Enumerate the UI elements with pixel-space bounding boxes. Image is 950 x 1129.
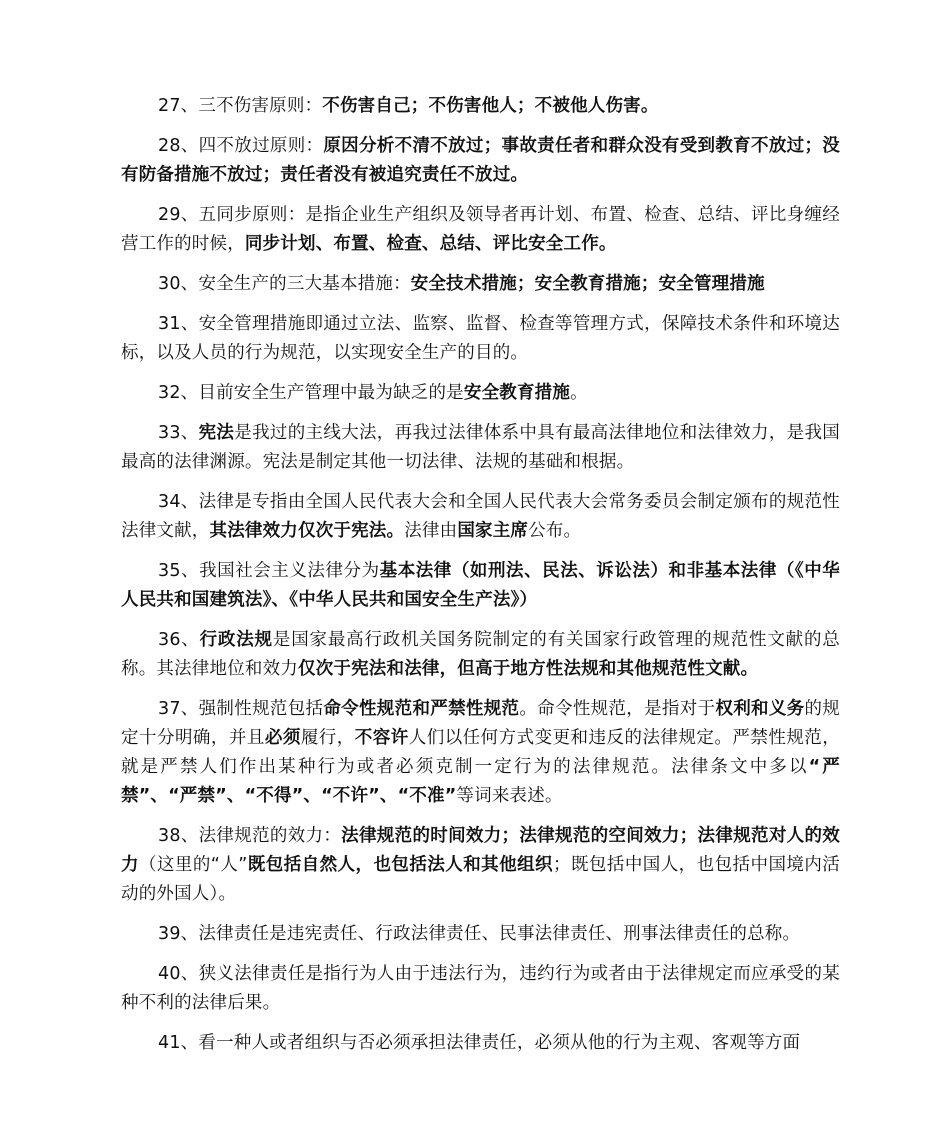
text-segment: 32、目前安全生产管理中最为缺乏的是	[158, 383, 464, 403]
text-segment: 的规定十分明确，并且	[121, 699, 841, 748]
bold-text-segment: 命令性规范和严禁性规范	[323, 699, 520, 719]
bold-text-segment: 既包括自然人，也包括法人和其他组织	[247, 855, 553, 875]
bold-text-segment: 法律规范的时间效力；法律规范的空间效力；法律规范对人的效力	[121, 826, 840, 875]
paragraph-30	[121, 270, 840, 299]
text-segment: 31、安全管理措施即通过立法、监察、监督、检查等管理方式，保障技术条件和环境达标，以及人员的行为规范，以实现安全生产的目的。	[121, 314, 840, 363]
paragraph-33	[121, 419, 840, 477]
bold-text-segment: “严禁”、“严禁”、“不得”、“不许”、“不准”	[121, 757, 841, 806]
paragraph-38	[121, 822, 840, 909]
text-segment: 是国家最高行政机关国务院制定的有关国家行政管理的规范性文献的总称。其法律地位和效力	[121, 630, 840, 679]
text-segment: 34、法律是专指由全国人民代表大会和全国人民代表大会常务委员会制定颁布的规范性法律文献，	[121, 492, 840, 541]
paragraph-32	[121, 379, 840, 408]
bold-text-segment: 宪法	[198, 423, 235, 443]
text-segment: 法律由	[404, 521, 458, 541]
text-segment: 33、	[158, 423, 199, 443]
paragraph-29	[121, 201, 840, 259]
paragraph-27	[121, 92, 840, 121]
text-segment: 。	[570, 383, 588, 403]
text-segment: 36、	[158, 630, 200, 650]
paragraph-37	[121, 695, 840, 811]
paragraph-40	[121, 960, 840, 1018]
text-segment: 28、四不放过原则：	[158, 136, 324, 156]
text-segment: 41、看一种人或者组织与否必须承担法律责任，必须从他的行为主观、客观等方面	[158, 1033, 801, 1053]
text-segment: 等词来表述。	[456, 786, 563, 806]
text-segment: 29、五同步原则：是指企业生产组织及领导者再计划、布置、检查、总结、评比身缠经营工作的时候，	[121, 205, 840, 254]
paragraph-34	[121, 488, 840, 546]
text-segment: 履行，	[300, 728, 355, 748]
text-segment: 38、法律规范的效力：	[158, 826, 342, 846]
bold-text-segment: 同步计划、布置、检查、总结、评比安全工作。	[244, 234, 617, 254]
text-segment: 30、安全生产的三大基本措施：	[158, 274, 411, 294]
paragraph-39	[121, 920, 840, 949]
text-segment: 35、我国社会主义法律分为	[158, 561, 380, 581]
text-segment: 公布。	[528, 521, 582, 541]
text-segment: （这里的“人”	[138, 855, 248, 875]
bold-text-segment: 不容许	[354, 728, 409, 748]
paragraph-36	[121, 626, 840, 684]
paragraph-28	[121, 132, 840, 190]
bold-text-segment: 其法律效力仅次于宪法。	[209, 521, 405, 541]
text-segment: 39、法律责任是违宪责任、行政法律责任、民事法律责任、刑事法律责任的总称。	[158, 924, 801, 944]
bold-text-segment: 基本法律（如刑法、民法、诉讼法）和非基本法律（《中华人民共和国建筑法》、《中华人民共和国安全生产法》）	[121, 561, 840, 610]
paragraph-41	[121, 1029, 840, 1058]
text-segment: 人们以任何方式变更和违反的法律规定。严禁性规范，就是严禁人们作出某种行为或者必须克制一定行为的法律规范。法律条文中多以	[121, 728, 840, 777]
bold-text-segment: 行政法规	[199, 630, 273, 650]
text-segment: ；既包括中国人，也包括中国境内活动的外国人）。	[121, 855, 841, 904]
text-segment: 37、强制性规范包括	[158, 699, 324, 719]
bold-text-segment: 仅次于宪法和法律，但高于地方性法规和其他规范性文献。	[298, 659, 759, 679]
text-segment: 40、狭义法律责任是指行为人由于违法行为，违约行为或者由于法律规定而应承受的某种不利的法律后果。	[121, 964, 840, 1013]
bold-text-segment: 原因分析不清不放过；事故责任者和群众没有受到教育不放过；没有防备措施不放过；责任者没有被追究责任不放过。	[121, 136, 840, 185]
paragraph-35	[121, 557, 840, 615]
bold-text-segment: 安全技术措施；安全教育措施；安全管理措施	[410, 274, 765, 294]
paragraph-31	[121, 310, 840, 368]
text-segment: 27、三不伤害原则：	[158, 96, 323, 116]
bold-text-segment: 权利和义务	[715, 699, 805, 719]
bold-text-segment: 国家主席	[457, 521, 529, 541]
text-segment: 是我过的主线大法，再我过法律体系中具有最高法律地位和法律效力，是我国最高的法律渊源。宪法是制定其他一切法律、法规的基础和根据。	[121, 423, 840, 472]
bold-text-segment: 安全教育措施	[463, 383, 571, 403]
text-segment: 。命令性规范，是指对于	[519, 699, 716, 719]
bold-text-segment: 不伤害自己；不伤害他人；不被他人伤害。	[322, 96, 659, 116]
bold-text-segment: 必须	[264, 728, 301, 748]
